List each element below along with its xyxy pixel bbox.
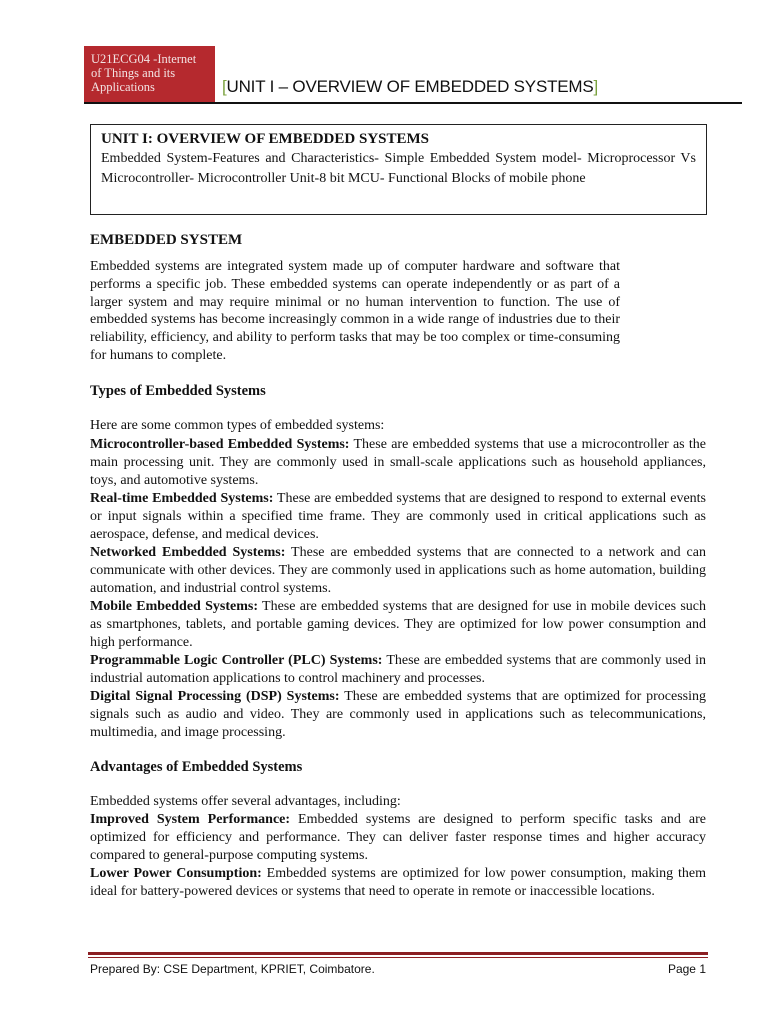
footer-prepared-by: Prepared By: CSE Department, KPRIET, Coimbatore.: [90, 962, 375, 976]
item-term: Real-time Embedded Systems:: [90, 491, 274, 506]
embedded-system-paragraph: Embedded systems are integrated system made up of computer hardware and software that performs a specific job. These embedded systems can operate independently or as part of a larger system and may require minimal or no human intervention to function. The use of embedded systems has become increasingly common in a wide range of industries due to their reliability, efficiency, and ability to perform tasks that may be too complex or time-consuming for humans to complete.: [90, 259, 620, 363]
course-code-line-2: of Things and its: [91, 66, 176, 80]
item-term: Digital Signal Processing (DSP) Systems:: [90, 689, 340, 704]
footer-rule-thin: [88, 957, 708, 958]
syllabus-text: Embedded System-Features and Characteristics- Simple Embedded System model- Microprocessor Vs Microcontroller- Microcontroller Unit-8 bit MCU- Functional Blocks of mobile phone: [101, 151, 696, 186]
item-term: Microcontroller-based Embedded Systems:: [90, 437, 350, 452]
item-desc: Embedded systems are optimized for low power consumption, making them ideal for battery-powered devices or systems that need to operate in remote or inaccessible locations.: [90, 866, 706, 899]
types-heading: Types of Embedded Systems: [90, 383, 266, 399]
list-item: [90, 652, 706, 688]
types-lead: Here are some common types of embedded systems:: [90, 418, 385, 433]
types-list: [90, 436, 706, 742]
footer-rule-thick: [88, 952, 708, 955]
list-item: [90, 598, 706, 652]
list-item: [90, 544, 706, 598]
course-code-line-3: Applications: [91, 80, 155, 94]
advantages-lead: Embedded systems offer several advantages, including:: [90, 794, 401, 809]
advantages-heading: Advantages of Embedded Systems: [90, 759, 303, 775]
item-desc: These are embedded systems that are connected to a network and can communicate with other devices. They are commonly used in applications such as home automation, building automation, and industrial control systems.: [90, 545, 706, 596]
unit-title: [222, 77, 598, 97]
item-term: Programmable Logic Controller (PLC) Systems:: [90, 653, 383, 668]
list-item: [90, 688, 706, 742]
course-code-line-1: U21ECG04 -Internet: [91, 52, 197, 66]
bracket-close: ]: [593, 77, 599, 96]
item-term: Improved System Performance:: [90, 812, 291, 827]
bracket-open: [: [222, 77, 227, 96]
embedded-system-heading: EMBEDDED SYSTEM: [90, 232, 243, 248]
item-desc: These are embedded systems that are designed for use in mobile devices such as smartphones, tablets, and portable gaming devices. They are optimized for low power consumption and high performance.: [90, 599, 707, 650]
item-term: Lower Power Consumption:: [90, 866, 262, 881]
item-desc: These are embedded systems that are optimized for processing signals such as audio and video. They are commonly used in applications such as telecommunications, multimedia, and image processing.: [90, 689, 706, 740]
unit-title-text: UNIT I – OVERVIEW OF EMBEDDED SYSTEMS: [226, 77, 594, 96]
item-desc: These are embedded systems that are designed to respond to external events or input signals within a specified time frame. They are commonly used in critical applications such as aerospace, defense, and medical devices.: [90, 491, 706, 542]
footer-page-number: Page 1: [667, 962, 706, 976]
list-item: [90, 811, 706, 865]
syllabus-heading: UNIT I: OVERVIEW OF EMBEDDED SYSTEMS: [101, 131, 430, 147]
list-item: [90, 865, 706, 901]
syllabus-box: [90, 124, 707, 215]
list-item: [90, 436, 706, 490]
item-desc: Embedded systems are designed to perform specific tasks and are optimized for efficiency and performance. They can deliver faster response times and higher accuracy compared to general-purpose computing systems.: [90, 812, 706, 863]
item-desc: These are embedded systems that are commonly used in industrial automation applications to control machinery and processes.: [90, 653, 707, 686]
advantages-list: [90, 811, 706, 901]
list-item: [90, 490, 706, 544]
course-code-box: [84, 46, 215, 102]
item-term: Mobile Embedded Systems:: [90, 599, 259, 614]
item-desc: These are embedded systems that use a microcontroller as the main processing unit. They are commonly used in small-scale applications such as household appliances, toys, and automotive systems.: [90, 437, 706, 488]
item-term: Networked Embedded Systems:: [90, 545, 286, 560]
header-rule: [84, 102, 742, 104]
